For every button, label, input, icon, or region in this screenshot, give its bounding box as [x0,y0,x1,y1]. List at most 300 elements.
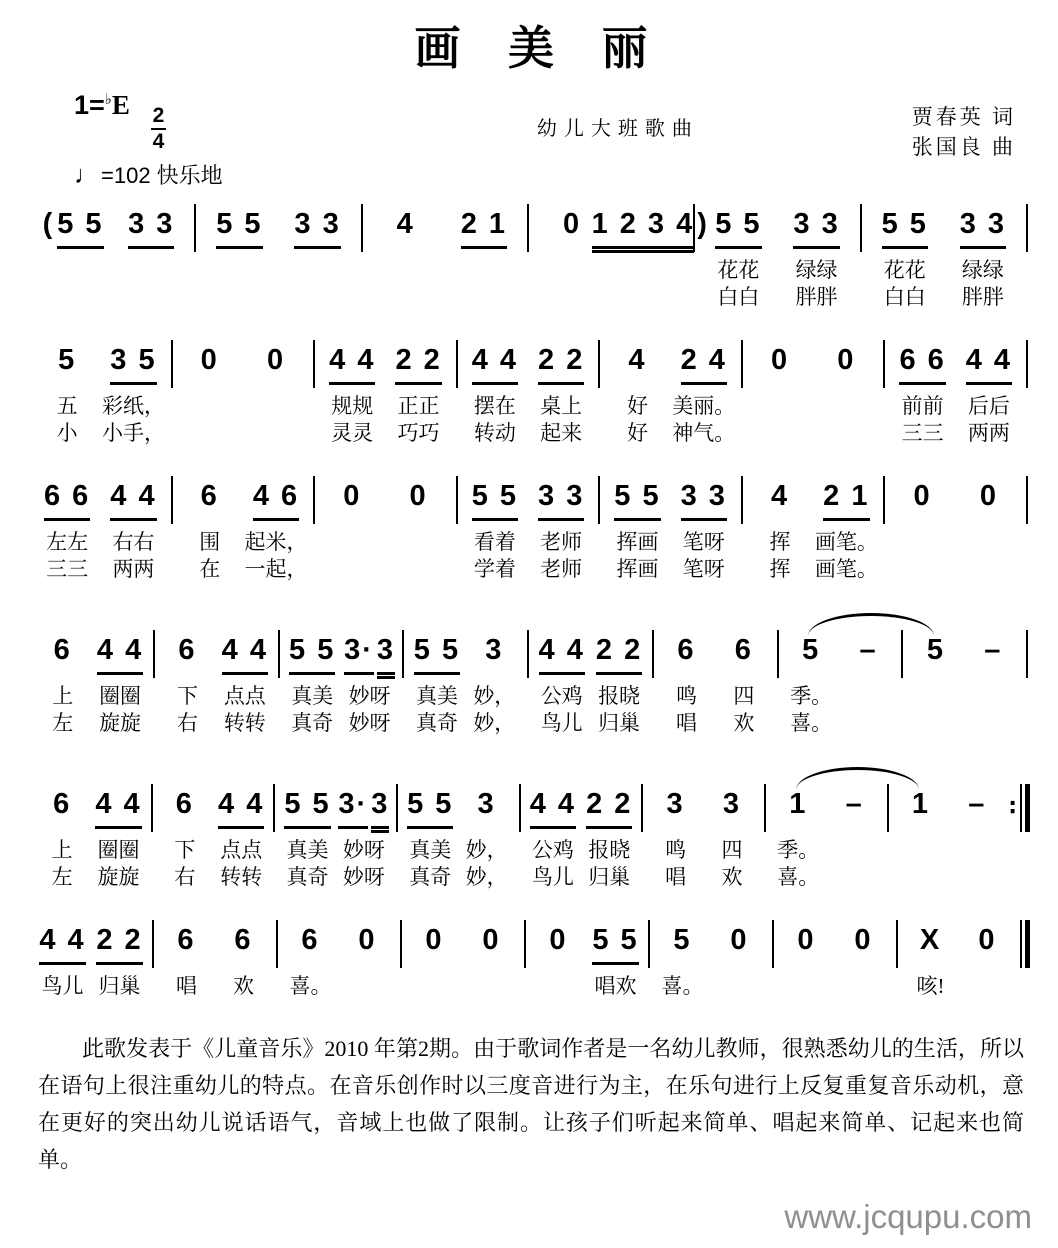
beat [671,476,737,583]
beat [463,920,520,1000]
note-group [218,784,264,828]
note-token: 3 [485,634,504,667]
lyric-syllable: 转转 [220,865,263,890]
lyric-syllable [920,529,925,556]
beat [581,784,637,891]
beat [462,476,528,583]
system-line [32,630,1030,737]
lyric-syllable: 真美 [286,838,329,863]
note-group [966,340,1012,384]
note-group [667,784,685,828]
lyric-syllable [350,529,355,556]
note-group [912,784,930,828]
beat [590,630,647,737]
beat [177,476,243,583]
barline [527,204,529,252]
credits [912,102,1016,162]
measure [887,340,1024,447]
beat [213,784,269,891]
note-token: X [919,924,942,957]
lyric-syllable: 归巢 [98,974,141,999]
beat [840,630,897,737]
beat [100,476,166,583]
note-group [414,630,460,674]
barline [153,630,155,678]
note-token: 4 4 [472,340,518,385]
note-token: 6 [234,924,253,957]
note-group [730,920,748,964]
note-token: 4 4 [966,340,1012,385]
measure [277,784,394,891]
beat [835,920,892,1000]
note-token: 0 [343,480,362,513]
note-token: 0 [770,344,790,377]
barline [1026,340,1028,388]
note-group [478,784,496,828]
lyric-syllable: 真奇 [286,865,329,890]
beat [402,784,458,891]
beat [367,204,445,311]
measure [175,476,312,583]
lyric-syllable: 妙呀 [348,711,391,736]
note-token: 2 2 [596,630,642,675]
beat [91,920,148,1000]
lyric-syllable [918,864,923,891]
notation-system [32,340,1030,447]
measure [280,920,398,1000]
note-token: 0 [425,924,444,957]
beat [458,784,514,891]
note-group [110,476,156,520]
lyric-syllable [648,284,653,311]
measure [531,204,709,311]
note-group [294,204,340,248]
song-category: 幼儿大班歌曲 [536,118,699,140]
lyric-syllable: 起米， [244,530,308,555]
beat [704,784,760,891]
lyric-syllable: 两两 [112,557,155,582]
beat [279,784,335,891]
lyric-syllable: 正正 [397,394,440,419]
note-token: 4 4 [530,784,576,829]
lyric-syllable: 唱欢 [594,974,637,999]
quarter-note-icon: ♩ [74,161,99,190]
beat [530,920,587,1000]
measure [776,920,894,1000]
beat [959,920,1016,1000]
note-token: 3 5 [110,340,156,385]
key-signature [74,90,324,153]
note-group [854,920,872,964]
barline [171,340,173,388]
note-token: 3 3 [128,204,174,249]
beat [339,920,396,1000]
lyric-syllable: 上 [51,838,73,863]
lyric-syllable: 妙呀 [342,838,385,863]
lyric-syllable: 报晓 [588,838,631,863]
note-token: 4 4 [97,630,143,675]
lyric-syllable [315,284,320,311]
note-token: 2 2 [586,784,632,829]
note-token: 6 [677,634,696,667]
note-token: 5 5 [715,204,761,249]
lyric-syllable: 笔呀 [682,530,725,555]
lyric-syllable: 喜。 [289,974,332,999]
note-group [58,340,76,384]
barline [887,784,889,832]
note-group [596,630,642,674]
note-group [927,630,945,674]
measure [656,630,775,737]
note-token: 1 [911,788,931,821]
note-group [793,204,839,248]
lyric-syllable: 真奇 [409,865,452,890]
note-group [592,920,638,964]
barline [152,920,154,968]
note-token: 6 [177,924,196,957]
beat [866,204,944,311]
lyric-syllable: 右 [176,711,198,736]
note-group [586,784,632,828]
beat [747,476,813,583]
beat [965,630,1022,737]
notation-system [32,766,1030,891]
beat [462,340,528,447]
lyric-syllable: 看着 [473,530,516,555]
lyric-syllable: 真奇 [415,711,458,736]
measure [900,920,1018,1000]
note-token: – [984,634,1003,667]
lyric-syllable: 真美 [415,684,458,709]
note-token: 6 [175,788,194,821]
lyric-syllable: 欢 [721,865,743,890]
barline [777,630,779,678]
beat [813,476,879,583]
final-barline [1020,920,1030,968]
measure [645,784,762,891]
lyric-syllable: 妙， [473,684,516,709]
lyric-syllable: 旋旋 [99,711,142,736]
note-token: 5 [926,634,945,667]
lyric-syllable: 左 [52,711,74,736]
measure [198,204,358,311]
note-token: 6 [734,634,753,667]
measure [32,630,151,737]
lyric-syllable: 好 [626,394,648,419]
beat [956,340,1022,447]
beat [319,476,385,583]
barline [402,630,404,678]
note-token: 0 [978,924,997,957]
measure [32,784,149,891]
note-group [53,784,71,828]
measure [157,630,276,737]
lyric-syllable: 白白 [717,285,760,310]
note-group [110,340,156,384]
beat [671,340,737,447]
note-token: 0 [979,480,998,513]
note-group [715,204,761,248]
note-token: ( [42,208,55,241]
note-group [978,920,996,964]
note-token: 1 2 3 4 [592,204,695,249]
note-token: 3 3 [538,476,584,521]
note-token: 4 6 [253,476,299,521]
note-group [789,784,807,828]
beat [34,920,91,1000]
beat [177,340,243,447]
note-token: 0 [854,924,873,957]
lyric-syllable: 左 [51,865,73,890]
note-group [539,630,585,674]
note-token: – [845,788,864,821]
measure [905,630,1024,737]
beat [587,920,644,1000]
note-token: 4 4 [218,784,264,829]
beat [533,630,590,737]
note-token: 4 4 [329,340,375,385]
barline [764,784,766,832]
lyric-syllable: 笔呀 [682,557,725,582]
lyric-syllable [207,393,212,420]
lyric-syllable: 真美 [291,684,334,709]
lyric-syllable: 鸟儿 [41,974,84,999]
note-group [234,920,252,964]
lyric-syllable [481,284,486,311]
lyric-syllable [933,710,938,737]
lyric-syllable: 花花 [717,258,760,283]
lyric-syllable: 公鸡 [531,838,574,863]
lyric-syllable [844,420,849,447]
note-token: 3 [722,788,742,821]
lyric-syllable [403,257,408,284]
page-title: 画 美 丽 [414,23,666,74]
beat [215,920,272,1000]
lyric-syllable: 彩纸， [101,394,165,419]
time-signature-numerator: 2 [151,105,167,130]
lyric-syllable [569,257,574,284]
lyric-syllable [416,556,421,583]
measure [155,784,272,891]
note-token: 3· [338,784,368,829]
lyricist-credit: 贾春英 词 [911,105,1016,129]
lyric-syllable: 四 [721,838,743,863]
beat [902,920,959,1000]
note-group [735,630,753,674]
barline [313,340,315,388]
note-token: 3 [477,788,496,821]
beat [279,204,357,311]
note-token: 6 [301,924,320,957]
note-token: 5 5 [592,920,638,965]
lyric-syllable: 胖胖 [961,285,1004,310]
beat [826,784,882,891]
note-group [96,920,142,964]
lyric-syllable: 报晓 [598,684,641,709]
beat [159,630,216,737]
barline [273,784,275,832]
note-token: – [968,788,987,821]
note-group [407,784,453,828]
note-group [176,784,194,828]
measure [781,630,900,737]
lyric-syllable: 上 [52,684,74,709]
lyric-syllable: 公鸡 [540,684,583,709]
lyric-syllable: 围 [199,530,221,555]
note-group [472,476,518,520]
lyric-syllable [991,710,996,737]
lyric-syllable: 归巢 [598,711,641,736]
lyric-syllable [207,420,212,447]
lyric-syllable [975,837,980,864]
note-group [216,204,262,248]
note-group [482,920,500,964]
lyric-syllable: 右右 [112,530,155,555]
lyric-syllable [985,973,990,1000]
beat [747,340,813,447]
barline [527,630,529,678]
lyric-syllable [237,284,242,311]
measure [528,920,646,1000]
lyric-syllable [986,556,991,583]
note-token: 4 [396,208,415,241]
note-token: 3 [377,630,395,675]
note-group [267,340,285,384]
note-token: 2 4 [681,340,727,385]
note-group [395,340,441,384]
lyric-syllable: 三三 [901,421,944,446]
lyric-syllable [986,529,991,556]
beat [647,784,703,891]
beat [525,784,581,891]
note-group [343,476,361,520]
note-group [201,340,219,384]
lyric-syllable [403,284,408,311]
beat [90,784,146,891]
lyric-syllable [975,864,980,891]
tie-arc [808,613,934,636]
system-line [32,476,1030,583]
note-group [968,784,986,828]
lyric-syllable: 在 [199,557,221,582]
lyric-syllable [852,864,857,891]
beat [157,784,213,891]
lyric-syllable [918,837,923,864]
lyric-syllable: 咳! [916,974,945,999]
lyric-syllable [866,683,871,710]
note-group [802,630,820,674]
barline [278,630,280,678]
lyric-syllable [350,556,355,583]
note-group [677,630,695,674]
barline [901,630,903,678]
score [32,204,1030,1000]
lyric-syllable: 喜。 [661,974,704,999]
beat [385,476,451,583]
note-token: 2 1 [823,476,869,521]
note-group [538,340,584,384]
lyric-syllable: 挥画 [616,530,659,555]
note-token: 4 [628,344,647,377]
barline [860,204,862,252]
end-barline [1010,784,1030,832]
lyric-syllable [432,973,437,1000]
note-group [797,920,815,964]
measure [652,920,770,1000]
measure [460,476,597,583]
lyric-syllable [481,257,486,284]
note-group [673,920,691,964]
note-group [39,920,85,964]
lyric-syllable [648,257,653,284]
lyric-syllable: 美丽。 [672,394,736,419]
note-group [344,630,395,674]
lyric-syllable: 季。 [790,684,833,709]
note-token: 5 5 [407,784,453,829]
measure [317,340,454,447]
note-group [329,340,375,384]
note-token: 3 3 [294,204,340,249]
measure [887,476,1024,583]
lyric-syllable: 白白 [883,285,926,310]
measure [365,204,525,311]
note-group [397,204,415,248]
lyric-syllable [273,393,278,420]
flat-icon: ♭ [104,92,112,108]
lyric-syllable: 好 [626,421,648,446]
measure [864,204,1024,311]
beat [777,204,855,311]
barline [171,476,173,524]
beat [604,476,670,583]
beat [34,784,90,891]
note-token: 5 5 [472,476,518,521]
beat [34,204,112,311]
note-group [882,204,928,248]
measure [400,784,517,891]
note-group [771,476,789,520]
note-token: 3 3 [681,476,727,521]
measure [523,784,640,891]
repeat-dots-icon: ∶ [1009,795,1016,821]
note-token: 5 [58,344,77,377]
barline [1026,630,1028,678]
lyric-syllable [777,393,782,420]
barline [151,784,153,832]
lyric-syllable: 左左 [46,530,89,555]
lyric-syllable: 鸟儿 [540,711,583,736]
note-token: 4 4 [539,630,585,675]
note-token: 5 5 [614,476,660,521]
lyric-syllable: 转动 [473,421,516,446]
lyric-syllable: 五 [56,394,78,419]
header-meta [74,90,1016,190]
barline [741,340,743,388]
lyric-syllable [933,683,938,710]
note-token: 5 [673,924,692,957]
beat [445,204,523,311]
system-line [32,340,1030,447]
note-token: 4 4 [110,476,156,521]
lyric-syllable: 胖胖 [795,285,838,310]
measure [531,630,650,737]
measure [460,340,597,447]
barline [456,476,458,524]
measure [745,476,882,583]
beat [907,630,964,737]
notation-system [32,920,1030,1000]
lyric-syllable [844,393,849,420]
